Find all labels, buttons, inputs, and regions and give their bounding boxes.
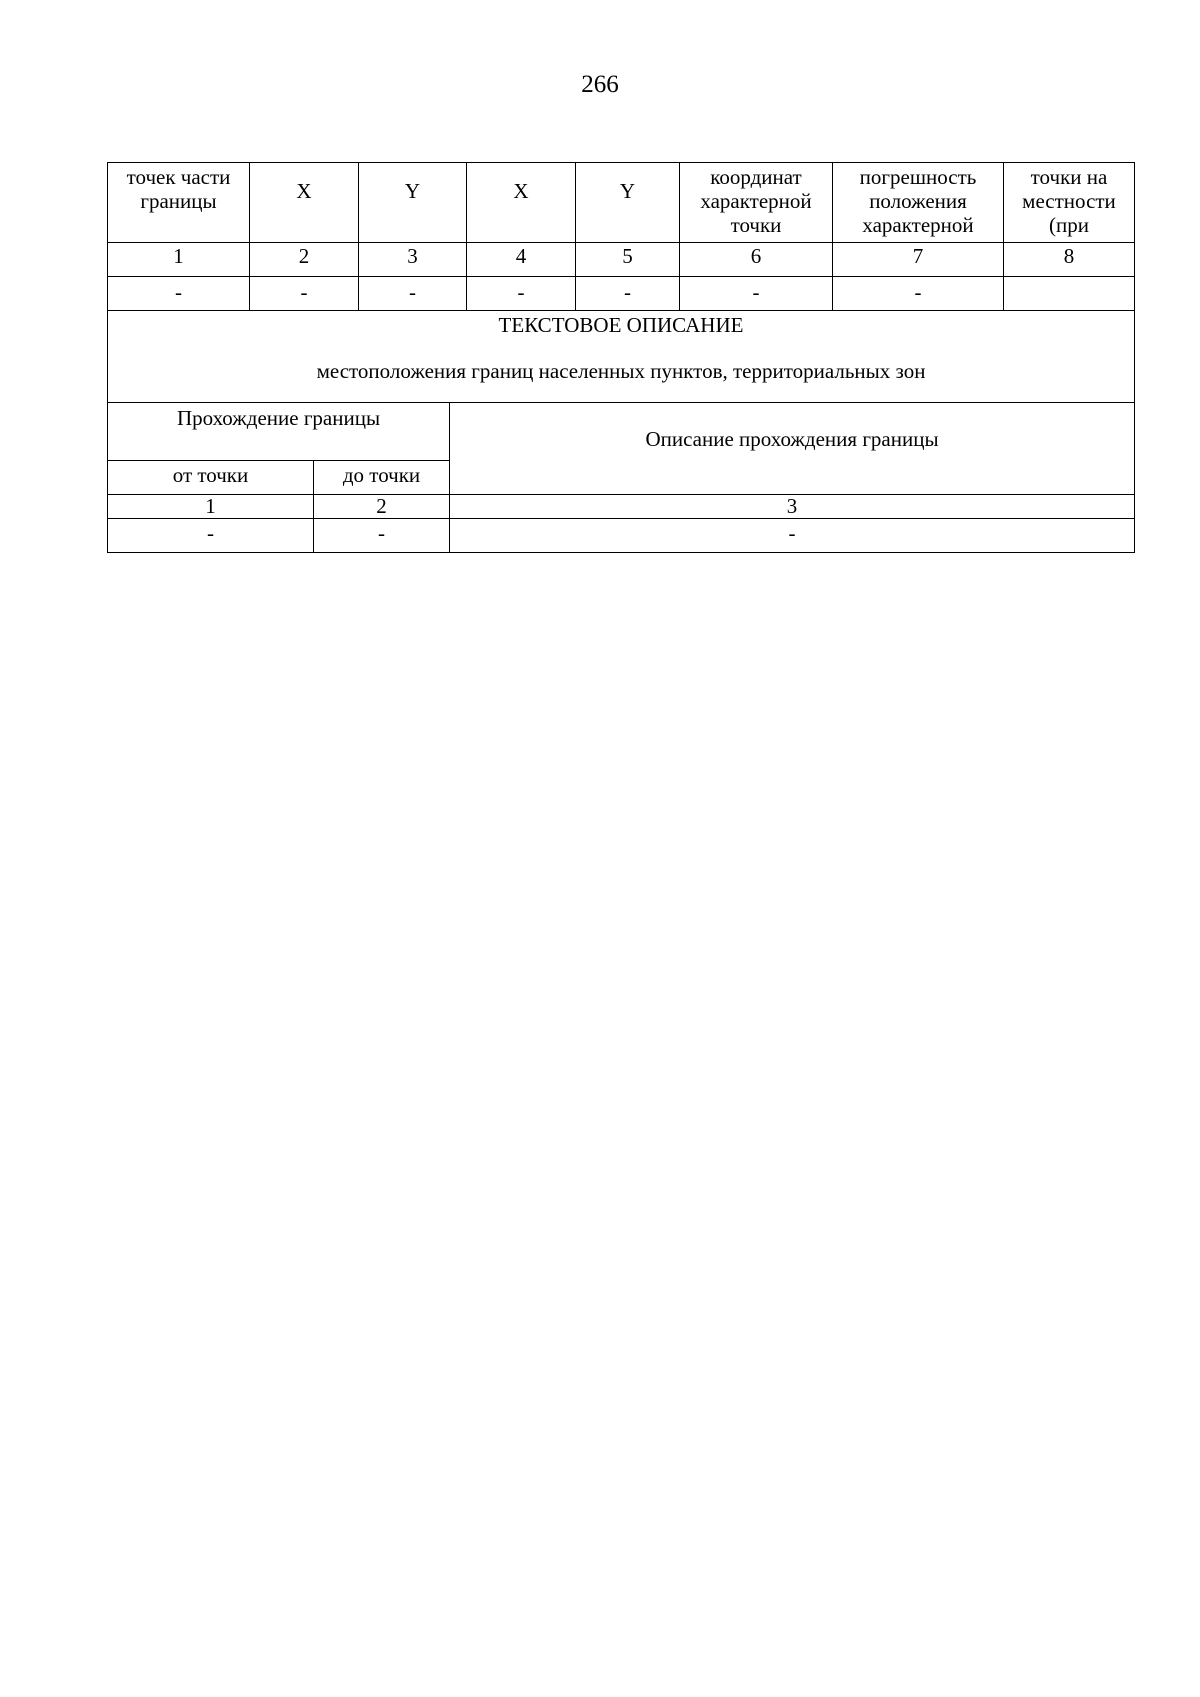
column-number: 2 xyxy=(250,243,359,277)
header-cell-passage-description: Описание прохождения границы xyxy=(450,403,1135,495)
header-cell-x-new: X xyxy=(467,163,576,243)
header-cell-point-description: точки на местности (при xyxy=(1004,163,1135,243)
table-cell: - xyxy=(833,277,1004,311)
table-cell: - xyxy=(108,519,314,553)
column-number: 5 xyxy=(576,243,680,277)
description-header-row xyxy=(108,403,1135,461)
header-cell-coordinate-method: координат характерной точки xyxy=(680,163,833,243)
column-number: 3 xyxy=(359,243,467,277)
column-number: 6 xyxy=(680,243,833,277)
table-cell: - xyxy=(359,277,467,311)
column-number: 1 xyxy=(108,495,314,519)
header-cell-position-error: погрешность положения характерной xyxy=(833,163,1004,243)
table-row xyxy=(108,277,1135,311)
header-cell-to-point: до точки xyxy=(314,461,450,495)
coordinates-table xyxy=(107,162,1135,403)
header-cell-from-point: от точки xyxy=(108,461,314,495)
column-number: 8 xyxy=(1004,243,1135,277)
section-title-cell xyxy=(108,311,1135,403)
table-row xyxy=(108,519,1135,553)
table-cell: - xyxy=(314,519,450,553)
header-cell-boundary-passage: Прохождение границы xyxy=(108,403,450,461)
table-cell: - xyxy=(680,277,833,311)
section-title: ТЕКСТОВОЕ ОПИСАНИЕ xyxy=(498,313,744,337)
table-cell: - xyxy=(576,277,680,311)
table-cell: - xyxy=(450,519,1135,553)
section-title-row xyxy=(108,311,1135,403)
column-number-row xyxy=(108,495,1135,519)
column-number: 7 xyxy=(833,243,1004,277)
column-number-row xyxy=(108,243,1135,277)
coordinates-header-row xyxy=(108,163,1135,243)
table-cell: - xyxy=(108,277,250,311)
header-cell-x-existing: X xyxy=(250,163,359,243)
page-number: 266 xyxy=(581,71,619,98)
table-cell: - xyxy=(250,277,359,311)
section-subtitle: местоположения границ населенных пунктов, территориальных зон xyxy=(316,359,926,383)
column-number: 2 xyxy=(314,495,450,519)
column-number: 3 xyxy=(450,495,1135,519)
column-number: 1 xyxy=(108,243,250,277)
boundary-description-table xyxy=(107,402,1135,553)
column-number: 4 xyxy=(467,243,576,277)
table-cell: - xyxy=(467,277,576,311)
header-cell-y-new: Y xyxy=(576,163,680,243)
header-cell-boundary-points: точек части границы xyxy=(108,163,250,243)
table-cell xyxy=(1004,277,1135,311)
header-cell-y-existing: Y xyxy=(359,163,467,243)
